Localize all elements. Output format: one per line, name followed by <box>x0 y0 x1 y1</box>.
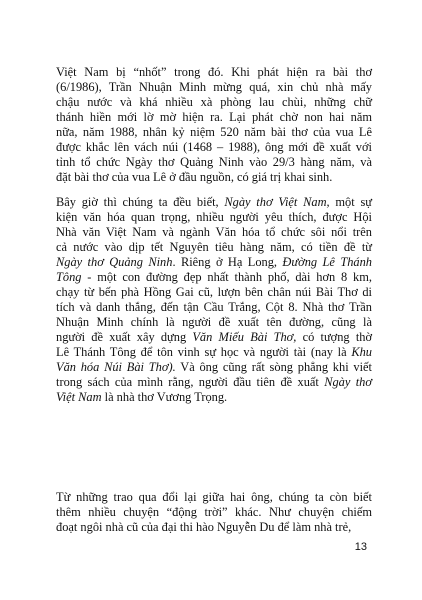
paragraph-1 <box>56 65 372 185</box>
text-run: chạy từ bến phà Hồng Gai cũ, lượn bên chân núi Bài Thơ di <box>56 285 372 299</box>
paragraph-2 <box>56 195 372 405</box>
text-line <box>56 80 372 95</box>
text-line <box>56 520 372 535</box>
text-run: thánh hiền mới lờ mờ hiện ra. Lại phát chờ non hai năm <box>56 110 372 124</box>
text-run: Lê Thánh Tông để tôn vinh sự học và người tài (nay là <box>56 345 352 359</box>
italic-text: Khu <box>351 345 372 359</box>
text-line <box>56 140 372 155</box>
text-run: đặt bài thơ của vua Lê ở đầu nguồn, có giá trị khai sinh. <box>56 170 333 184</box>
text-line <box>56 505 372 520</box>
text-line <box>56 285 372 300</box>
text-line <box>56 255 372 270</box>
text-line <box>56 315 372 330</box>
text-run: có tượng thờ <box>296 330 373 344</box>
text-line <box>56 225 372 240</box>
text-line <box>56 490 372 505</box>
text-run: . Riêng ở Hạ Long, <box>172 255 283 269</box>
text-run: kiện văn hóa quan trọng, nhiều người yêu thích, được Hội <box>56 210 372 224</box>
text-line <box>56 360 372 375</box>
italic-text: Việt Nam <box>56 390 102 404</box>
italic-text: Ngày thơ Quảng Ninh <box>56 255 173 269</box>
text-line <box>56 195 372 210</box>
text-line <box>56 125 372 140</box>
italic-text: Văn hóa Núi Bài Thơ). <box>56 360 176 374</box>
text-line <box>56 110 372 125</box>
text-line <box>56 390 372 405</box>
text-run: nữa, năm 1988, nhân kỷ niệm 520 năm bài thơ của vua Lê <box>56 125 372 139</box>
text-run: một sự <box>329 195 372 209</box>
text-line <box>56 210 372 225</box>
text-run: Việt Nam bị “nhốt” trong đó. Khi phát hiện ra bài thơ <box>56 65 372 79</box>
text-line <box>56 155 372 170</box>
text-run: - một con đường đẹp nhất thành phố, dài hơn 8 km, <box>81 270 372 284</box>
italic-text: Tông <box>56 270 82 284</box>
text-run: Và ông cũng rất sòng phẳng khi viết <box>175 360 372 374</box>
text-run: thêm nhiều chuyện “động trời” khác. Như chuyện chiếm <box>56 505 372 519</box>
italic-text: Ngày thơ Việt Nam, <box>224 195 330 209</box>
text-run: Bây giờ thì chúng ta đều biết, <box>56 195 225 209</box>
text-run: Nhuận Minh chính là người đề xuất tên đường, cũng là <box>56 315 372 329</box>
text-run: đoạt ngôi nhà cũ của đại thi hào Nguyễn Du để làm nhà trẻ, <box>56 520 352 534</box>
text-run: tích và danh thắng, đến tận Cầu Trắng, Cột 8. Nhà thơ Trần <box>56 300 372 314</box>
text-line <box>56 270 372 285</box>
text-line <box>56 300 372 315</box>
text-run: trong sách của mình rằng, người đầu tiên đề xuất <box>56 375 325 389</box>
italic-text: Ngày thơ <box>324 375 372 389</box>
paragraph-3 <box>56 490 372 535</box>
text-line <box>56 345 372 360</box>
text-line <box>56 330 372 345</box>
text-run: tỉnh tổ chức Ngày thơ Quảng Ninh vào 29/3 hàng năm, và <box>56 155 372 169</box>
page-number: 13 <box>354 541 367 553</box>
text-run: Từ những trao qua đổi lại giữa hai ông, chúng ta còn biết <box>56 490 372 504</box>
italic-text: Đường Lê Thánh <box>282 255 373 269</box>
text-run: được khắc lên vách núi (1468 – 1988), ông mới đề xuất với <box>56 140 372 154</box>
text-run: là nhà thơ Vương Trọng. <box>101 390 228 404</box>
text-line <box>56 240 372 255</box>
italic-text: Văn Miếu Bài Thơ, <box>192 330 297 344</box>
text-run: (6/1986), Trần Nhuận Minh mừng quá, xin chủ nhà mấy <box>56 80 372 94</box>
text-run: người đề xuất xây dựng <box>56 330 193 344</box>
text-line <box>56 65 372 80</box>
text-line <box>56 170 372 185</box>
text-line <box>56 95 372 110</box>
text-run: chậu nước và khá nhiều xà phòng lau chùi, những chữ <box>56 95 372 109</box>
text-run: Nhà văn Việt Nam và ngành Văn hóa tổ chức sôi nổi trên <box>56 225 372 239</box>
text-run: cả nước vào dịp tết Nguyên tiêu hàng năm, có tiền đề từ <box>56 240 372 254</box>
text-line <box>56 375 372 390</box>
